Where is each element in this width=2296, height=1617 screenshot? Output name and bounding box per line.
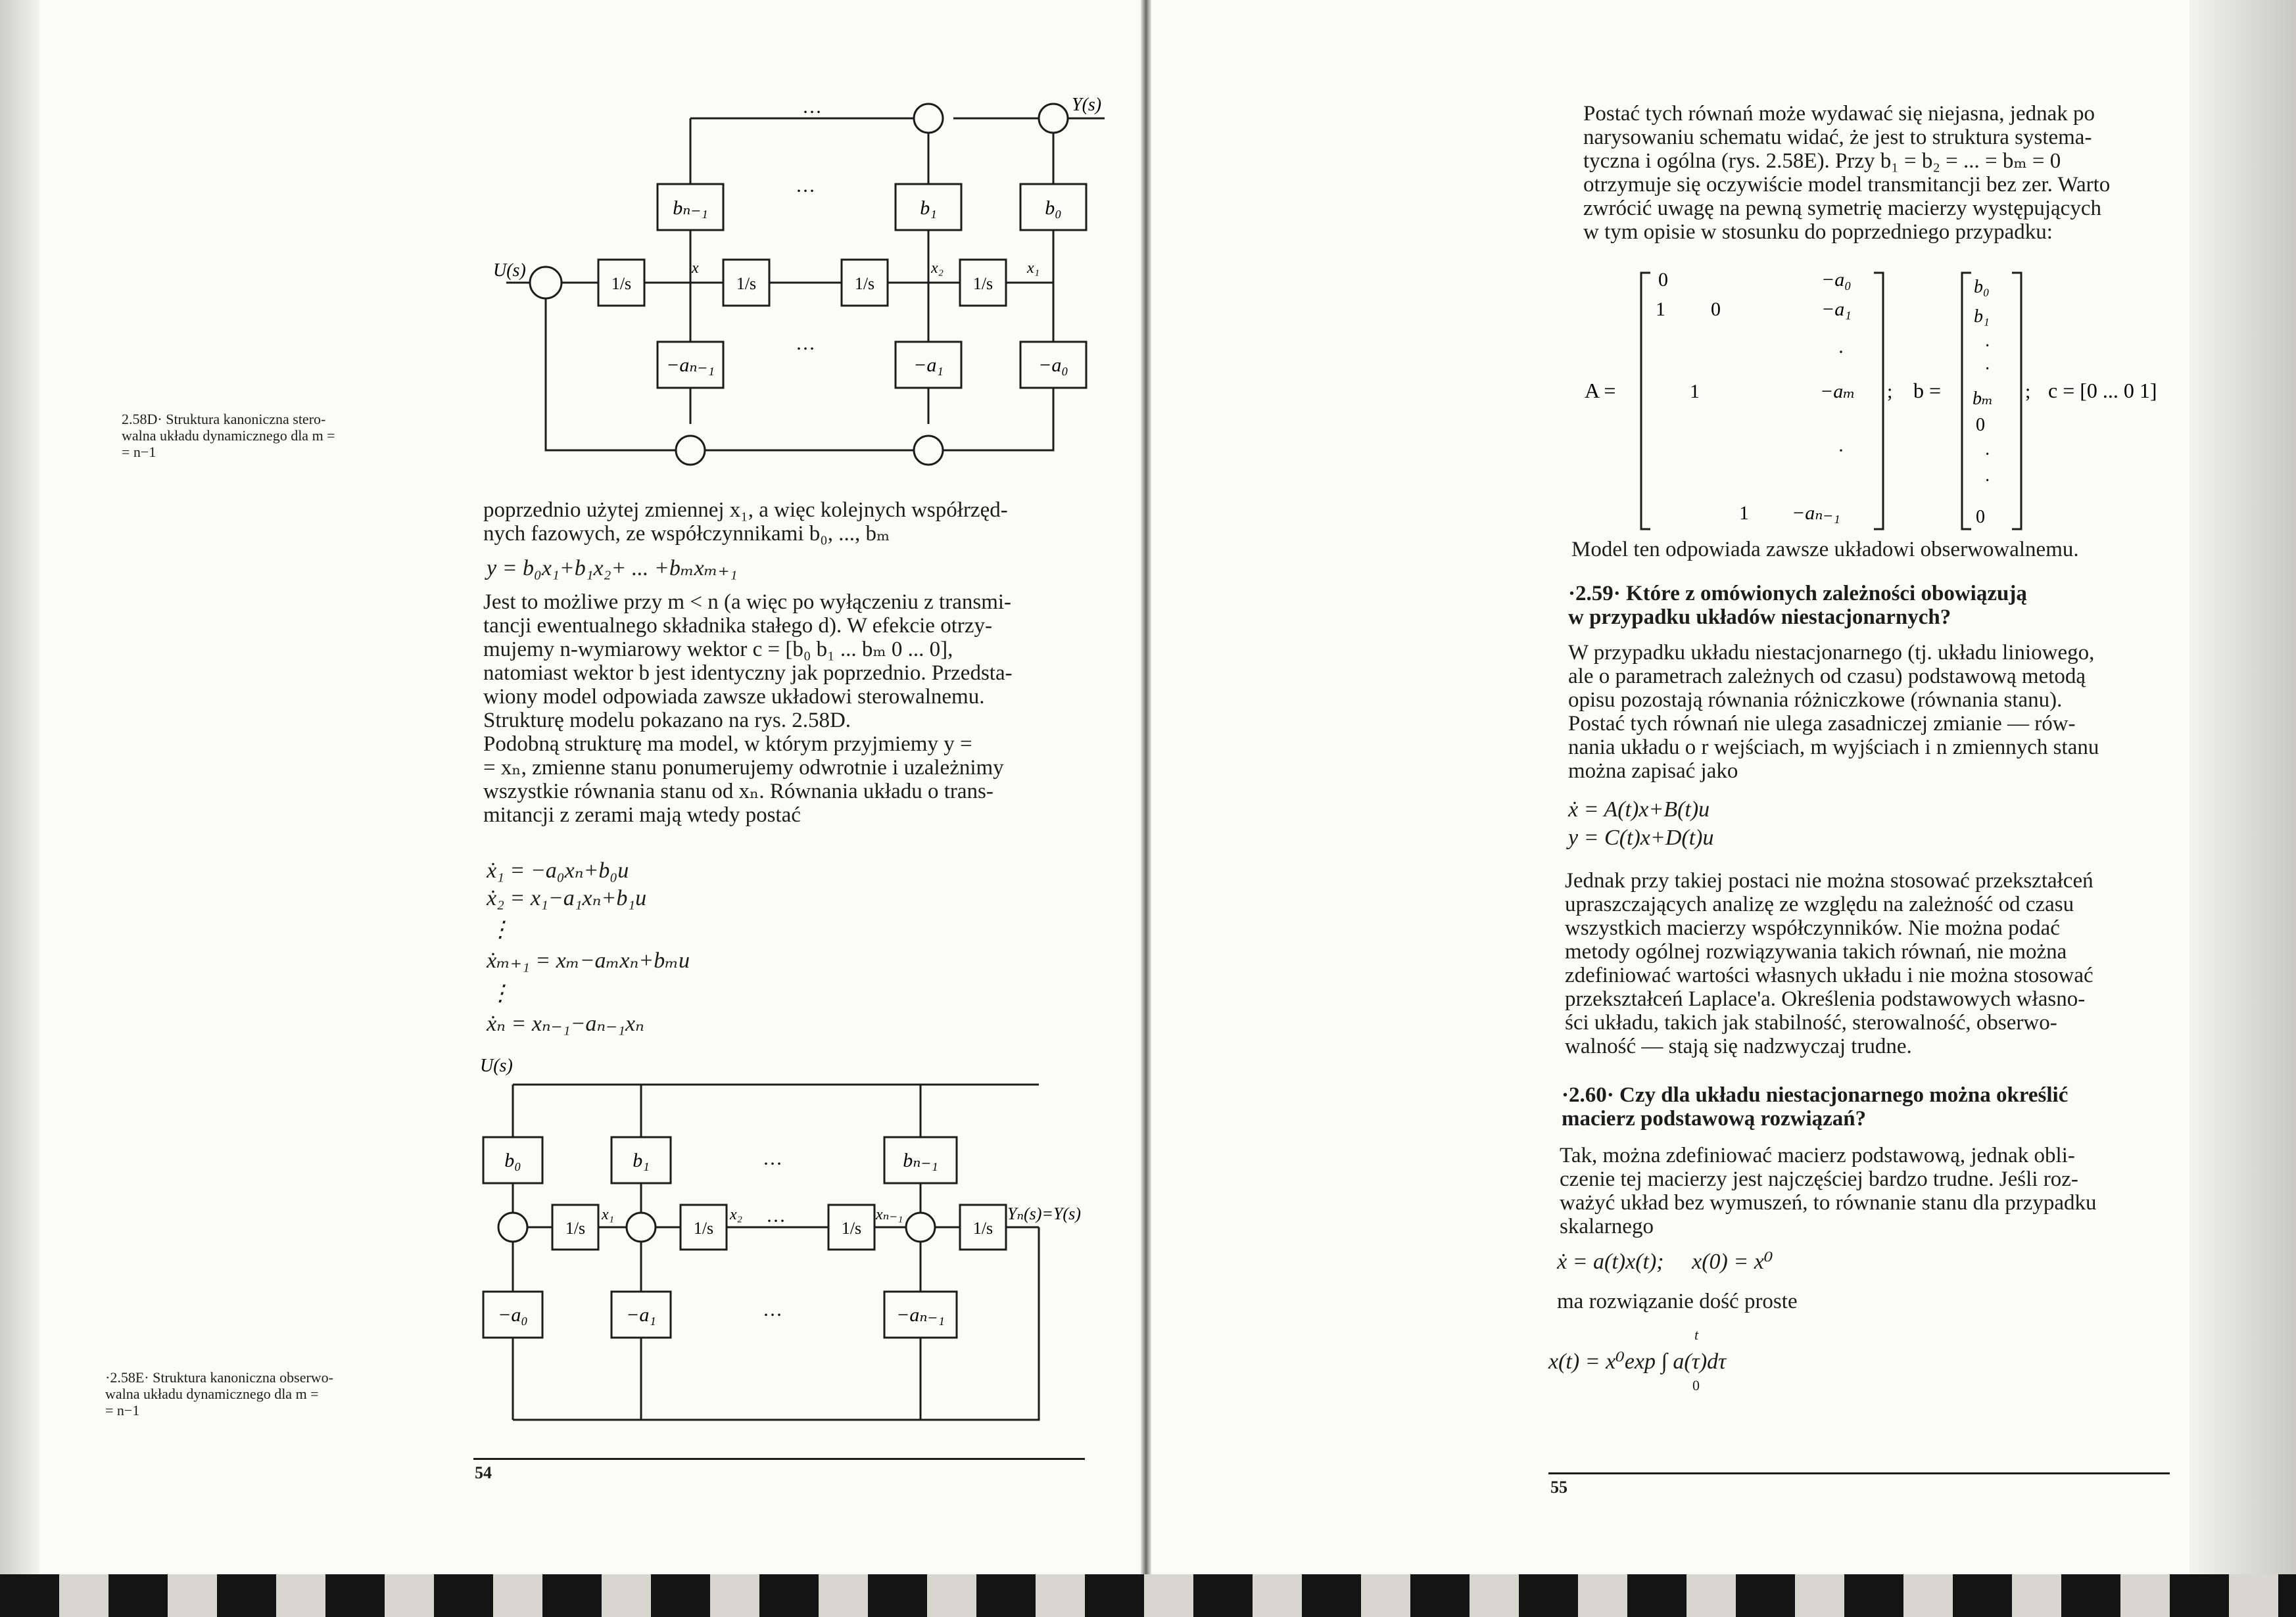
state-x-label: x <box>692 260 699 277</box>
intro-line-5: zwrócić uwagę na pewną symetrię macierzy występujących <box>1583 197 2101 220</box>
e-sum-node-2 <box>627 1213 656 1242</box>
matrix-a-one-3: 1 <box>1739 502 1749 524</box>
text-2-line-6: Strukturę modelu pokazano na rys. 2.58D. <box>483 709 851 732</box>
block-a1-label: −a₁ <box>913 354 944 376</box>
state-eq-x: ẋ = A(t)x+B(t)u <box>1568 797 1710 822</box>
model-sentence: Model ten odpowiada zawsze układowi obserwowalnemu. <box>1571 538 2079 561</box>
intro-line-4: otrzymuje się oczywiście model transmitancji bez zer. Warto <box>1583 173 2111 197</box>
e-sum-node-1 <box>498 1213 527 1242</box>
sum-node-bottom-1 <box>676 436 705 465</box>
state-equation-2: ẋ₂ = x₁−a₁xₙ+b₁u <box>487 886 647 910</box>
e-block-b-n-1-label: bₙ₋₁ <box>903 1150 938 1171</box>
matrix-b-5: 0 <box>1976 415 1985 435</box>
q259-2-line-8: walność — stają się nadzwyczaj trudne. <box>1565 1035 1912 1058</box>
matrix-b-4: bₘ <box>1973 388 1994 409</box>
q259-line-5: nania układu o r wejściach, m wyjściach i n zmiennych stanu <box>1568 736 2099 759</box>
right-page-number: 55 <box>1550 1478 1567 1497</box>
e-state-x1-label: x₁ <box>602 1206 614 1223</box>
caption-e-line-1: ·2.58E· Struktura kanoniczna obserwo- <box>105 1369 334 1386</box>
q259-text <box>1568 641 2099 783</box>
q259-text-2 <box>1565 869 2093 1058</box>
e-input-label: U(s) <box>480 1056 513 1076</box>
state-equation-1: ẋ₁ = −a₀xₙ+b₀u <box>487 858 629 883</box>
text-2-line-3: mujemy n-wymiarowy wektor c = [b₀ b₁ ... bₘ 0 ... 0], <box>483 638 953 661</box>
text-2-line-9: wszystkie równania stanu od xₙ. Równania układu o trans- <box>483 780 993 803</box>
q260-line-1: Tak, można zdefiniować macierz podstawową, jednak obli- <box>1560 1144 2075 1167</box>
e-block-a0-label: −a₀ <box>498 1304 528 1326</box>
matrix-b-2: · <box>1984 336 1991 356</box>
q259-2-line-3: wszystkich macierzy współczynników. Nie można podać <box>1565 916 2060 940</box>
text-2-line-2: tancji ewentualnego składnika stałego d). W efekcie otrzy- <box>483 614 992 638</box>
integrator-4-label: 1/s <box>972 274 993 293</box>
caption-d-line-3: = n−1 <box>122 444 156 460</box>
sum-node-input <box>530 267 562 298</box>
spine <box>1141 0 1151 1578</box>
sum-node-top-1 <box>914 104 943 133</box>
text-block-2 <box>483 590 1013 827</box>
q259-line-4: Postać tych równań nie ulega zasadniczej zmianie — rów- <box>1568 712 2076 736</box>
matrix-a-zero: 0 <box>1658 269 1668 291</box>
state-x1-label: x₁ <box>1027 260 1040 277</box>
q259-line-1: W przypadku układu niestacjonarnego (tj. układu liniowego, <box>1568 641 2095 665</box>
text-block-1 <box>483 498 1008 546</box>
q260-heading-line-1: ·2.60· Czy dla układu niestacjonarnego można określić <box>1562 1083 2069 1107</box>
matrix-b-6: · <box>1984 444 1991 465</box>
state-equation-dots-1: ⋮ <box>489 918 512 942</box>
matrix-a-col-3: −aₘ <box>1820 381 1855 402</box>
matrix-b-0: b₀ <box>1974 277 1990 297</box>
e-integrator-4-label: 1/s <box>972 1219 993 1238</box>
e-output-label: Yₙ(s)=Y(s) <box>1007 1204 1081 1223</box>
matrix-c-label: c = [0 ... 0 1] <box>2048 379 2157 402</box>
integral-upper-limit: t <box>1694 1326 1699 1343</box>
matrix-a-one-1: 1 <box>1656 298 1665 320</box>
output-label: Y(s) <box>1072 95 1102 115</box>
matrix-a-col-0: −a₀ <box>1821 269 1852 291</box>
state-equation-3: ẋₘ₊₁ = xₘ−aₘxₙ+bₘu <box>487 949 690 973</box>
matrix-b-3: · <box>1984 359 1991 379</box>
state-equation-4: ẋₙ = xₙ₋₁−aₙ₋₁xₙ <box>487 1012 644 1036</box>
left-edge-shadow <box>0 0 39 1617</box>
block-b0-label: b₀ <box>1045 197 1062 219</box>
e-integrator-1-label: 1/s <box>565 1219 586 1238</box>
caption-2-58e <box>105 1369 333 1418</box>
matrix-block <box>1578 266 2189 536</box>
state-x2-label: x₂ <box>931 260 944 277</box>
diagram-2-58e <box>473 1055 1131 1436</box>
matrix-a-one-2: 1 <box>1690 381 1700 402</box>
matrix-b-semicolon: ; <box>2025 381 2031 402</box>
e-dots-b: ··· <box>763 1153 782 1175</box>
e-integrator-3-label: 1/s <box>841 1219 862 1238</box>
e-integrator-2-label: 1/s <box>693 1219 714 1238</box>
integrator-1-label: 1/s <box>611 274 632 293</box>
q259-2-line-6: przekształceń Laplace'a. Określenia podstawowych własno- <box>1565 987 2086 1011</box>
state-eq-y: y = C(t)x+D(t)u <box>1568 826 1714 850</box>
intro-line-3: tyczna i ogólna (rys. 2.58E). Przy b₁ = b₂ = ... = bₘ = 0 <box>1583 149 2061 173</box>
integrator-3-label: 1/s <box>854 274 875 293</box>
left-page-number: 54 <box>475 1463 492 1482</box>
sum-node-top-2 <box>1039 104 1068 133</box>
sum-node-bottom-2 <box>914 436 943 465</box>
intro-line-1: Postać tych równań może wydawać się niejasna, jednak po <box>1583 102 2095 126</box>
bottom-scan-strip <box>0 1574 2296 1617</box>
q259-2-line-2: upraszczających analizę ze względu na zależność od czasu <box>1565 893 2074 916</box>
integrator-2-label: 1/s <box>736 274 757 293</box>
right-edge-shadow <box>2189 0 2296 1617</box>
q260-heading-line-2: macierz podstawową rozwiązań? <box>1562 1107 1867 1131</box>
scalar-equation: ẋ = a(t)x(t); x(0) = x⁰ <box>1557 1250 1773 1274</box>
matrix-b-1: b₁ <box>1974 306 1990 327</box>
dots-a: ··· <box>796 338 815 360</box>
left-footer-rule <box>473 1458 1085 1460</box>
caption-d-line-1: 2.58D· Struktura kanoniczna stero- <box>122 411 326 427</box>
solution-intro: ma rozwiązanie dość proste <box>1557 1290 1798 1313</box>
text-1-line-2: nych fazowych, ze współczynnikami b₀, ..., bₘ <box>483 522 890 546</box>
q260-line-3: ważyć układ bez wymuszeń, to równanie stanu dla przypadku <box>1560 1191 2097 1215</box>
diagram-2-58d <box>480 92 1124 473</box>
integral-lower-limit: 0 <box>1692 1377 1700 1394</box>
intro-paragraph <box>1583 102 2110 244</box>
dots-b: ··· <box>796 180 815 202</box>
caption-e-line-3: = n−1 <box>105 1402 140 1418</box>
q259-heading-line-2: w przypadku układów niestacjonarnych? <box>1568 605 1951 629</box>
caption-2-58d <box>122 411 335 460</box>
text-2-line-7: Podobną strukturę ma model, w którym przyjmiemy y = <box>483 732 972 756</box>
text-2-line-1: Jest to możliwe przy m < n (a więc po wyłączeniu z transmi- <box>483 590 1012 614</box>
caption-e-line-2: walna układu dynamicznego dla m = <box>105 1386 319 1402</box>
matrix-a-col-2: · <box>1838 341 1844 363</box>
right-footer-rule <box>1548 1472 2170 1474</box>
q260-line-2: czenie tej macierzy jest najczęściej bardzo trudne. Jeśli roz- <box>1560 1167 2078 1191</box>
text-2-line-5: wiony model odpowiada zawsze układowi sterowalnemu. <box>483 685 985 709</box>
q259-2-line-1: Jednak przy takiej postaci nie można stosować przekształceń <box>1565 869 2093 893</box>
matrix-a-col-1: −a₁ <box>1821 298 1852 320</box>
q260-line-4: skalarnego <box>1560 1215 1654 1238</box>
matrix-a-col-4: · <box>1838 440 1844 461</box>
matrix-b-8: 0 <box>1976 507 1985 527</box>
matrix-a-semicolon: ; <box>1887 381 1893 402</box>
q260-text <box>1560 1144 2096 1238</box>
q259-line-6: można zapisać jako <box>1568 759 1738 783</box>
block-a-n-1-label: −aₙ₋₁ <box>666 354 715 376</box>
e-dots-mid: ··· <box>766 1210 786 1232</box>
matrix-a-col-5: −aₙ₋₁ <box>1792 502 1840 524</box>
q259-heading-line-1: ·2.59· Które z omówionych zależności obowiązują <box>1568 582 2027 605</box>
q259-line-2: ale o parametrach zależnych od czasu) podstawową metodą <box>1568 665 2086 688</box>
matrix-a-zero-2: 0 <box>1711 298 1721 320</box>
e-dots-a: ··· <box>763 1304 782 1326</box>
e-block-b1-label: b₁ <box>633 1150 650 1171</box>
q259-2-line-4: metody ogólnej rozwiązywania takich równań, nie można <box>1565 940 2067 964</box>
block-a0-label: −a₀ <box>1038 354 1068 376</box>
e-block-b0-label: b₀ <box>504 1150 521 1171</box>
matrix-b-7: · <box>1984 471 1991 491</box>
intro-line-6: w tym opisie w stosunku do poprzedniego przypadku: <box>1583 220 2053 244</box>
dots-top: ··· <box>802 101 822 123</box>
block-b-n-1-label: bₙ₋₁ <box>673 197 708 219</box>
input-label: U(s) <box>493 260 526 281</box>
caption-d-line-2: walna układu dynamicznego dla m = <box>122 427 335 444</box>
block-b1-label: b₁ <box>920 197 937 219</box>
e-block-a1-label: −a₁ <box>626 1304 656 1326</box>
matrix-b-label: b = <box>1913 379 1942 402</box>
solution-equation: x(t) = x⁰exp ∫ a(τ)dτ <box>1548 1349 1727 1374</box>
text-2-line-4: natomiast wektor b jest identyczny jak poprzednio. Przedsta- <box>483 661 1013 685</box>
e-sum-node-3 <box>906 1213 935 1242</box>
matrix-a-label: A = <box>1585 379 1616 402</box>
intro-line-2: narysowaniu schematu widać, że jest to struktura systema- <box>1583 126 2092 149</box>
e-block-a-n-1-label: −aₙ₋₁ <box>896 1304 945 1326</box>
e-state-x2-label: x₂ <box>730 1206 742 1223</box>
e-state-xn-1-label: xₙ₋₁ <box>876 1206 903 1223</box>
q259-line-3: opisu pozostają równania różniczkowe (równania stanu). <box>1568 688 2063 712</box>
text-1-line-1: poprzednio użytej zmiennej x₁, a więc kolejnych współrzęd- <box>483 498 1008 522</box>
text-2-line-10: mitancji z zerami mają wtedy postać <box>483 803 801 827</box>
q260-heading <box>1562 1083 2068 1131</box>
q259-2-line-7: ści układu, takich jak stabilność, sterowalność, obserwo- <box>1565 1011 2057 1035</box>
q259-heading <box>1568 582 2027 629</box>
state-equation-dots-2: ⋮ <box>489 981 512 1006</box>
equation-y: y = b₀x₁+b₁x₂+ ... +bₘxₘ₊₁ <box>487 556 738 580</box>
q259-2-line-5: zdefiniować wartości własnych układu i nie można stosować <box>1565 964 2093 987</box>
text-2-line-8: = xₙ, zmienne stanu ponumerujemy odwrotnie i uzależnimy <box>483 756 1004 780</box>
